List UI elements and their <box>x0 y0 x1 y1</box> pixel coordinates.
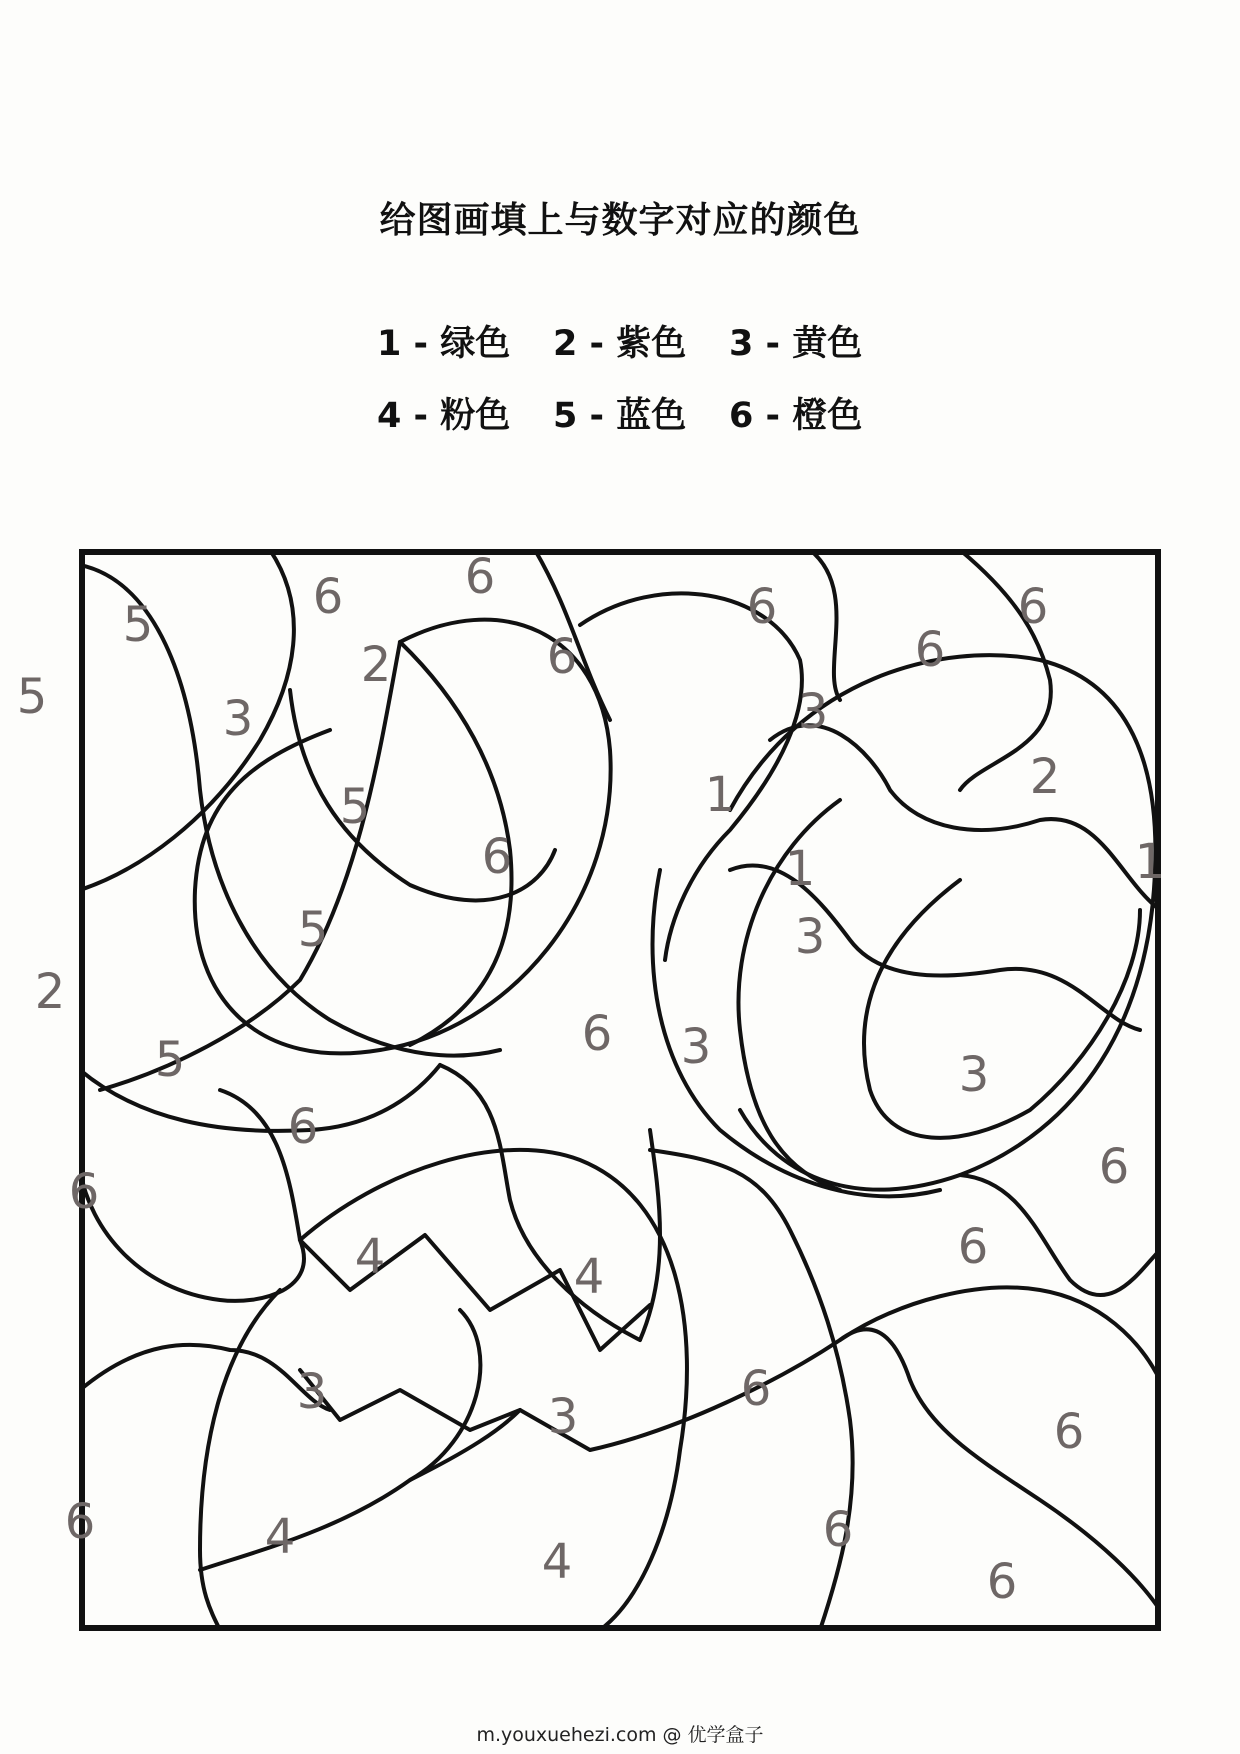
region-number-6: 6 <box>464 549 496 605</box>
region-line <box>200 1310 480 1570</box>
region-line <box>80 1345 330 1410</box>
region-number-3: 3 <box>797 684 829 740</box>
legend-item-6: 6 - 橙色 <box>729 396 863 436</box>
region-number-6: 6 <box>1098 1139 1130 1195</box>
color-by-number-puzzle <box>16 549 1166 1630</box>
region-number-2: 2 <box>360 637 392 693</box>
region-number-6: 6 <box>546 629 578 685</box>
legend-item-1: 1 - 绿色 <box>377 324 511 364</box>
region-number-6: 6 <box>746 579 778 635</box>
region-number-3: 3 <box>794 909 826 965</box>
region-number-6: 6 <box>1053 1404 1085 1460</box>
region-line <box>200 1290 280 1630</box>
region-number-6: 6 <box>957 1219 989 1275</box>
region-number-6: 6 <box>822 1502 854 1558</box>
region-number-6: 6 <box>581 1006 613 1062</box>
region-line <box>440 1065 640 1340</box>
region-number-6: 6 <box>986 1554 1018 1610</box>
worksheet-title: 给图画填上与数字对应的颜色 <box>379 200 861 241</box>
region-number-3: 3 <box>958 1047 990 1103</box>
region-number-1: 1 <box>784 841 816 897</box>
region-number-3: 3 <box>296 1364 328 1420</box>
region-number-6: 6 <box>64 1494 96 1550</box>
region-line <box>957 1175 1160 1295</box>
region-number-6: 6 <box>1017 579 1049 635</box>
region-number-2: 2 <box>1029 749 1061 805</box>
region-number-5: 5 <box>297 902 329 958</box>
region-line <box>80 1065 440 1131</box>
region-number-6: 6 <box>68 1164 100 1220</box>
region-number-6: 6 <box>287 1099 319 1155</box>
legend-item-3: 3 - 黄色 <box>729 324 863 364</box>
legend-item-2: 2 - 紫色 <box>553 324 687 364</box>
region-number-5: 5 <box>154 1032 186 1088</box>
region-number-2: 2 <box>34 964 66 1020</box>
region-line <box>80 550 294 890</box>
region-line <box>300 1370 520 1430</box>
region-number-3: 3 <box>547 1389 579 1445</box>
region-number-6: 6 <box>740 1361 772 1417</box>
region-line <box>810 550 840 700</box>
region-line <box>770 725 1160 910</box>
region-number-6: 6 <box>914 622 946 678</box>
legend-item-4: 4 - 粉色 <box>377 396 511 436</box>
region-line <box>580 593 802 960</box>
region-number-4: 4 <box>541 1534 573 1590</box>
region-number-3: 3 <box>680 1019 712 1075</box>
region-number-4: 4 <box>573 1249 605 1305</box>
region-number-1: 1 <box>1134 834 1166 890</box>
region-line <box>640 1130 660 1340</box>
region-number-4: 4 <box>354 1229 386 1285</box>
color-legend <box>377 316 877 438</box>
region-line <box>864 880 1140 1138</box>
region-number-5: 5 <box>122 597 154 653</box>
region-number-4: 4 <box>264 1509 296 1565</box>
legend-item-5: 5 - 蓝色 <box>553 396 687 436</box>
footer-watermark: m.youxuehezi.com @ 优学盒子 <box>476 1724 764 1746</box>
region-number-1: 1 <box>704 767 736 823</box>
region-number-6: 6 <box>481 829 513 885</box>
region-number-5: 5 <box>339 779 371 835</box>
region-number-6: 6 <box>312 569 344 625</box>
region-line <box>290 690 555 900</box>
region-number-5: 5 <box>16 669 48 725</box>
region-line <box>300 1150 687 1630</box>
region-line <box>410 1287 1160 1480</box>
region-number-3: 3 <box>222 691 254 747</box>
